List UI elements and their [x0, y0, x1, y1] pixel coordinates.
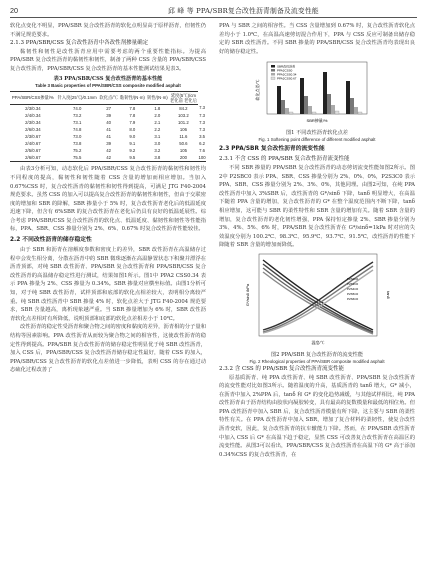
bar	[358, 112, 362, 114]
table-cell: 3.2	[154, 148, 161, 154]
bar	[312, 112, 316, 114]
table-cell: 101.2	[178, 119, 189, 125]
table-cell: 2/4/0.67	[25, 141, 41, 147]
table-cell: 7.8	[129, 105, 136, 111]
table-row	[10, 154, 206, 162]
table-cell: 2/4/0.34	[25, 112, 41, 118]
bar	[354, 107, 358, 114]
table-cell: 11.6	[179, 133, 188, 139]
table-cell: 9.1	[129, 141, 136, 147]
y-axis-label-left: G*/sinδ /kPa	[245, 283, 250, 307]
table-header: PPA/SBR/CSS掺量/%	[10, 91, 56, 104]
table-cell: 74.8	[73, 126, 82, 132]
subsection-heading: 2.1.3 PPA/SBR/CSS 复合改性沥青中各改性剂掺量确定	[10, 40, 149, 47]
figure-1-caption-en: Fig. 1 Softening point difference of different modified asphalt	[258, 137, 376, 143]
legend-item: PPA2CSS0.67	[277, 76, 297, 81]
figure-2-caption-en: Fig. 2 Rheological properties of PPA/SBR composite modified asphalt	[249, 358, 385, 364]
table-cell: 7.3	[199, 126, 206, 132]
right-column	[219, 22, 415, 459]
table-cell: 2.1	[154, 119, 161, 125]
left-column	[10, 22, 206, 375]
section-heading: 2.3 PPA/SBR 复合改性沥青的流变性能	[219, 146, 325, 153]
table-cell: 1.8	[154, 105, 161, 111]
paragraph: 软化点变化不明显，PPA/SBR 复合改性沥青的软化点明显高于原样沥青，但韧性仍不满足规范要求。	[10, 23, 206, 38]
table-cell: 9.5	[119, 154, 146, 162]
bar	[300, 78, 304, 114]
table-row	[10, 112, 206, 119]
table-cell: 84.2	[179, 105, 188, 111]
table-cell: 7.3	[199, 105, 206, 111]
table-cell: 39	[106, 112, 111, 118]
figure-1	[219, 56, 415, 143]
figure-2-rheology-plot	[219, 250, 415, 348]
table-cell: 73.2	[73, 112, 82, 118]
subsection-heading: 2.3.1 不含 CSS 的 PPA/SBR 复合改性沥青流变性能	[219, 156, 350, 163]
table-header: 韧性/(N·m)	[146, 91, 169, 104]
table-cell: 2.0	[154, 112, 161, 118]
bar	[289, 112, 293, 114]
legend-item: P2S3C0	[347, 281, 359, 286]
paragraph: 由表3分析可知，动态软化后 PPA/SBR/CSS 复合改性沥青的黏韧性和韧性均不同程度的提高，黏韧性和韧性随着 CSS 含量的增加而相应增加。当加入 0.67%CSS 时，复合改性沥青的黏韧性和韧性得到提高，可满足 JTG F40-2004 规范要求。虽然 CSS 的加入可以提高复合改性沥青的黏韧性和韧性，但由于交联密度的增加和 SBR 的降解，SBR 掺量小于 5% 时，复合改性沥青老化后的低温延度迅速下降，但含有 6%SBR 的复合改性沥青在老化后仍具有良好的低温延展性。综合考虑 PPA/SBR/CSS 复合改性沥青的软化点、低温延度、黏韧性和韧性等性能指标，PPA、SBR、CSS 掺量分别为 2%、6%、0.67% 时复合改性沥青性能较佳。	[10, 166, 206, 233]
table-caption: 表3 PPA/SBR/CSS 复合改性沥青的基本性能	[53, 75, 163, 82]
bar	[335, 111, 339, 114]
table-cell: 7.9	[129, 119, 136, 125]
table-cell: 73.1	[73, 119, 82, 125]
legend-item: P2S6C0	[347, 296, 359, 301]
figure-2-caption: 图2 PPA/SBR 复合改性沥青的流变性能	[270, 351, 364, 358]
table-cell: 75.2	[73, 148, 82, 154]
paragraph: 改性沥青的稳定性受沥青和聚合物之间的密度和黏度的差异，沥青相的分子量和结构等因素影响。PPA 改性沥青从而较为聚合物之间的相容性，这使改性沥青的稳定性得到提高。PPA/SBR 复合改性沥青的储存稳定性明显优于纯 SBR 改性沥青，加入 CSS 后，PPA/SBR/CSS 复合改性沥青储存稳定性最好，随着 CSS 的加入，PPA/SBR/CSS 复合改性沥青的软化点差值进一步降低，表明 CSS 的存在通过动态硫化过程改善了	[10, 324, 206, 374]
running-title: 邱 峰 等 PPA/SBR复合改性沥青制备及流变性能	[168, 7, 319, 15]
table-cell: 2/6/0.34	[25, 126, 41, 132]
table-cell: 73.8	[73, 141, 82, 147]
table-cell: 50.6	[179, 141, 188, 147]
table-row	[10, 126, 206, 133]
legend-item: P2S5C0	[347, 291, 359, 296]
table-cell: 106	[179, 126, 187, 132]
bar	[281, 100, 285, 114]
paragraph: 由于 SBR 和沥青在溶解度参数和密度上的差异，SBR 改性沥青在高温储存过程中会发生相分离，分散在沥青中的 SBR 微珠逐渐在高温静置状态下积聚并漂浮在沥青顶部，对纯 SBR 改性沥青、PPA/SBR 复合改性沥青和 PPA/SBR/CSS 复合改性沥青的高温储存稳定性进行测试，结果如图1所示。图1中 PPA2 CSS0.34 表示 PPA 掺量为 2%、CSS 掺量为 0.34%。SBR 掺量对应横坐标值。由图1分析可知，对于纯 SBR 改性沥青，试样顶部和底部的软化点相差较大，表明相分离较严重。纯 SBR 改性沥青中 SBR 掺量 4% 时，软化点差大于 JTG F40-2004 规范要求，SBR 含量越高，离析现象越严重。当 SBR 掺量增加为 6% 时，SBR 改性沥青软化点差相对有所降低，说明顶部和底部的软化点差相差小于 10℃。	[10, 247, 206, 322]
legend-item: SBR改性沥青	[277, 64, 296, 69]
table-header: 黏韧性/(N·m)	[119, 91, 146, 104]
table-caption-en: Table 3 Basic properties of PPA/SBR/CSS composite modified asphalt	[35, 82, 181, 88]
bar	[304, 96, 308, 114]
table-cell: 2/3/0.34	[25, 119, 41, 125]
bar	[346, 81, 350, 114]
table-cell: 2/3/0.67	[25, 133, 41, 139]
table-cell: 74.0	[73, 105, 82, 111]
bar	[327, 94, 331, 114]
paragraph: 黏韧性和韧性是改性沥青应用中需要考虑的两个重要性能指标。为提高 PPA/SBR 复合改性沥青的黏韧性和韧性，制备了两种 CSS 含量的 PPA/SBR/CSS 复合改性沥青，PPA/SBR/CSS 复合改性沥青的基本性能测试结果见表3。	[10, 48, 206, 72]
table-header: 针入度(25℃)/0.1mm	[56, 91, 99, 104]
bar	[323, 72, 327, 114]
table-cell: 100	[198, 155, 206, 161]
table-cell: 7.8	[129, 112, 136, 118]
table-row	[10, 140, 206, 147]
legend-item: P2S0C0	[347, 276, 359, 281]
bar	[285, 108, 289, 114]
legend-item: PPA2CSS0.34	[277, 72, 297, 77]
bar	[277, 86, 281, 114]
legend	[271, 64, 297, 81]
table-header: 软化点/℃	[99, 91, 119, 104]
table-cell: 2/3/0.34	[25, 105, 41, 111]
table-cell: 27	[106, 105, 111, 111]
legend-item: PPA2CSS0	[277, 68, 293, 73]
y-axis-label-right: tanδ	[386, 291, 391, 299]
table-cell: 3.8	[146, 154, 169, 162]
table-cell: 41	[106, 126, 111, 132]
running-header	[10, 4, 417, 18]
table-cell: 105	[179, 148, 187, 154]
paragraph: 原基质沥青、纯 PPA 改性沥青、纯 SBR 改性沥青、PPA/SBR 复合改性沥青的流变性能对比如图3所示。随着温度的升高，基质沥青的 tanδ 增大，G* 减小，在沥青中加入 2%PPA 后，tanδ 和 G* 的变化趋势减缓，与其他试样相比，纯 PPA 改性沥青由于沥青结构由胶状向凝胶转变，具有最高的复数模量和最低的相位角。但 PPA 改性沥青中加入 SBR 后，复合改性沥青模量有所下降，这主要与 SBR 的柔性特性有关。在 PPA 改性沥青中加入 SBR，增加了复合材料的柔韧性，使复合改性沥青变软，因此，复合改性沥青的抗车辙能力下降。然而，在 PPA/SBR 改性沥青中加入 CSS 后 G* 在高温下趋于稳定，显然 CSS 可改善复合改性沥青在高温区的流变性能。从图3可以看出，PPA/SBR/CSS 复合改性沥青在高温下的 G* 高于添加 0.34%CSS 的复合改性沥青，在	[219, 374, 415, 458]
table-cell: 2.2	[154, 126, 161, 132]
table-cell: 200	[169, 154, 198, 162]
table-header-row	[10, 91, 206, 104]
table-cell: 42	[106, 148, 111, 154]
table-cell: 103.2	[178, 112, 189, 118]
bar	[308, 106, 312, 114]
table-row	[10, 133, 206, 140]
table-cell: 75.5	[56, 154, 99, 162]
page-number: 20	[10, 6, 18, 15]
table-cell: 2/6/0.67	[10, 154, 56, 162]
x-axis-label: 温度/℃	[311, 339, 325, 345]
table-row	[10, 119, 206, 126]
figure-1-caption: 图1 不同改性沥青软化点差	[285, 130, 348, 137]
paragraph: 不同 SBR 掺量的 PPA/SBR 复合改性沥青的动态剪切流变性能如图2所示。图2中 P2SBC0 表示 PPA、SBR、CSS 掺量分别为 2%、0%、0%，P2S3C0 表示 PPA、SBR、CSS 掺量分别为 2%、3%、0%，其他同理。由图2可知，在纯 PPA 改性沥青中加入 3%SBR 后，改性沥青的 G*/sinδ 下降，tanδ 明显增大，在高温下随着 PPA 含量的增加，复合改性沥青的 G* 在整个温度范围内不断下降，tanδ 相应增加，这可能与 SBR 的柔性特性和 SBR 含量的增加有关。随着 SBR 含量的增加，复合改性沥青的老化韧性增强，PPA 保持恒定掺量 2%、SBR 掺量分别为 3%、4%、5%、6% 时，PPA/SBR 复合改性沥青在 G*/sinδ=1kPa 时对应的失效温度分别为 100.2℃、98.3℃、95.9℃、93.7℃、91.5℃，改性沥青的性能下降随着 SBR 含量的增加而降低。	[219, 164, 415, 249]
table-row	[10, 104, 206, 112]
table-cell: 8.0	[129, 126, 136, 132]
table-cell: 9.2	[129, 148, 136, 154]
paragraph: PPA 与 SBR 之间的相容性。当 CSS 含量增加到 0.67% 时，复合改性沥青软化点差均小于 1.0℃，在高温高速剪切混合作用下，PPA 与 CSS 反应可制备出储存稳定的 SBR 改性沥青。不同 SBR 掺量的 PPA/SBR/CSS 复合改性沥青均表现出良好的储存稳定性。	[219, 23, 415, 55]
table-cell: 3.0	[154, 141, 161, 147]
bar	[350, 98, 354, 114]
section-heading: 2.2 不同改性沥青的储存稳定性	[10, 237, 92, 244]
table-cell: 6.2	[199, 141, 206, 147]
table-cell: 7.6	[199, 148, 206, 154]
figure-2	[219, 250, 415, 365]
table-cell: 7.3	[199, 112, 206, 118]
bar	[331, 105, 335, 114]
properties-table	[10, 91, 206, 163]
y-axis-label: 软化点差/℃	[255, 79, 260, 101]
table-cell: 40	[106, 119, 111, 125]
x-axis-label: SBR掺量/%	[306, 118, 328, 124]
table-cell: 9.0	[129, 133, 136, 139]
table-header: 延度(5℃)/cm 老化前 老化后	[169, 92, 197, 103]
table-cell: 2/5/0.67	[25, 148, 41, 154]
table-cell: 3.1	[154, 133, 161, 139]
table-cell: 42	[99, 154, 119, 162]
figure-1-bar-chart	[219, 56, 415, 126]
legend	[347, 277, 359, 301]
subsection-heading: 2.3.2 含 CSS 的 PPA/SBR 复合改性沥青流变性能	[219, 365, 345, 372]
table-cell: 39	[106, 141, 111, 147]
legend-item: P2S4C0	[347, 286, 359, 291]
table-cell: 73.0	[73, 133, 82, 139]
table-row	[10, 147, 206, 154]
table-cell: 7.3	[199, 119, 206, 125]
table-cell: 3.5	[199, 133, 206, 139]
table-cell: 41	[106, 133, 111, 139]
